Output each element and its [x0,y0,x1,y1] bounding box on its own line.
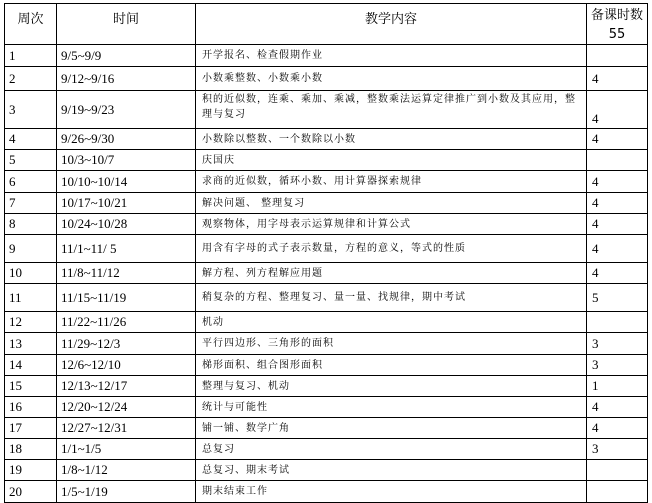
table-row [5,333,648,355]
header-row [5,4,648,45]
date-cell: 12/13~12/17 [57,376,196,397]
week-cell: 16 [5,397,57,418]
header-hours: 备课时数55 [587,4,648,45]
date-cell: 12/20~12/24 [57,397,196,418]
content-cell: 总复习、期末考试 [196,460,587,481]
hours-cell: 4 [587,397,648,418]
week-cell: 13 [5,333,57,355]
table-row [5,235,648,263]
content-cell: 求商的近似数，循环小数、用计算器探索规律 [196,171,587,193]
teaching-schedule-table [4,3,648,503]
hours-cell: 1 [587,376,648,397]
week-cell: 6 [5,171,57,193]
table-row [5,397,648,418]
date-cell: 9/12~9/16 [57,67,196,91]
hours-cell: 4 [587,418,648,439]
date-cell: 11/22~11/26 [57,312,196,333]
hours-cell [587,460,648,481]
header-week: 周次 [5,4,57,45]
table-row [5,214,648,235]
table-row [5,263,648,284]
table-row [5,355,648,376]
date-cell: 9/26~9/30 [57,129,196,150]
content-cell: 统计与可能性 [196,397,587,418]
date-cell: 9/19~9/23 [57,91,196,129]
content-cell: 积的近似数，连乘、乘加、乘减，整数乘法运算定律推广到小数及其应用，整理与复习 [196,91,587,129]
date-cell: 10/24~10/28 [57,214,196,235]
content-cell: 平行四边形、三角形的面积 [196,333,587,355]
date-cell: 1/8~1/12 [57,460,196,481]
week-cell: 20 [5,481,57,503]
date-cell: 11/15~11/19 [57,284,196,312]
hours-cell: 5 [587,284,648,312]
hours-cell: 4 [587,67,648,91]
content-cell: 梯形面积、组合图形面积 [196,355,587,376]
content-cell: 小数除以整数、一个数除以小数 [196,129,587,150]
content-cell: 开学报名、检查假期作业 [196,45,587,67]
table-row [5,129,648,150]
table-row [5,284,648,312]
content-cell: 解决问题、 整理复习 [196,193,587,214]
date-cell: 1/1~1/5 [57,439,196,460]
week-cell: 1 [5,45,57,67]
content-cell: 机动 [196,312,587,333]
hours-cell [587,150,648,171]
table-body [5,45,648,503]
content-cell: 总复习 [196,439,587,460]
week-cell: 7 [5,193,57,214]
hours-cell: 4 [587,171,648,193]
date-cell: 9/5~9/9 [57,45,196,67]
content-cell: 解方程、列方程解应用题 [196,263,587,284]
table-row [5,150,648,171]
week-cell: 12 [5,312,57,333]
hours-cell: 3 [587,355,648,376]
table-row [5,460,648,481]
hours-cell: 4 [587,193,648,214]
week-cell: 3 [5,91,57,129]
table-row [5,312,648,333]
hours-cell: 3 [587,333,648,355]
content-cell: 观察物体，用字母表示运算规律和计算公式 [196,214,587,235]
hours-cell [587,312,648,333]
table-row [5,481,648,503]
content-cell: 用含有字母的式子表示数量，方程的意义，等式的性质 [196,235,587,263]
table-row [5,171,648,193]
table-row [5,439,648,460]
week-cell: 2 [5,67,57,91]
week-cell: 9 [5,235,57,263]
table-row [5,418,648,439]
content-cell: 稍复杂的方程、整理复习、量一量、找规律，期中考试 [196,284,587,312]
date-cell: 10/3~10/7 [57,150,196,171]
week-cell: 18 [5,439,57,460]
content-cell: 整理与复习、机动 [196,376,587,397]
hours-cell: 4 [587,129,648,150]
hours-cell: 4 [587,263,648,284]
date-cell: 1/5~1/19 [57,481,196,503]
header-date: 时间 [57,4,196,45]
week-cell: 10 [5,263,57,284]
content-cell: 期末结束工作 [196,481,587,503]
date-cell: 11/1~11/ 5 [57,235,196,263]
table-row [5,67,648,91]
date-cell: 12/6~12/10 [57,355,196,376]
content-cell: 庆国庆 [196,150,587,171]
content-cell: 铺一铺、数学广角 [196,418,587,439]
table-row [5,45,648,67]
week-cell: 15 [5,376,57,397]
date-cell: 10/10~10/14 [57,171,196,193]
table-row [5,376,648,397]
week-cell: 5 [5,150,57,171]
table-row [5,91,648,129]
date-cell: 10/17~10/21 [57,193,196,214]
hours-cell: 4 [587,235,648,263]
hours-cell: 4 [587,214,648,235]
date-cell: 12/27~12/31 [57,418,196,439]
week-cell: 8 [5,214,57,235]
hours-cell: 4 [587,91,648,129]
table-row [5,193,648,214]
week-cell: 11 [5,284,57,312]
date-cell: 11/8~11/12 [57,263,196,284]
hours-cell [587,481,648,503]
week-cell: 14 [5,355,57,376]
content-cell: 小数乘整数、小数乘小数 [196,67,587,91]
date-cell: 11/29~12/3 [57,333,196,355]
hours-cell: 3 [587,439,648,460]
week-cell: 19 [5,460,57,481]
header-content: 教学内容 [196,4,587,45]
hours-cell [587,45,648,67]
week-cell: 4 [5,129,57,150]
week-cell: 17 [5,418,57,439]
